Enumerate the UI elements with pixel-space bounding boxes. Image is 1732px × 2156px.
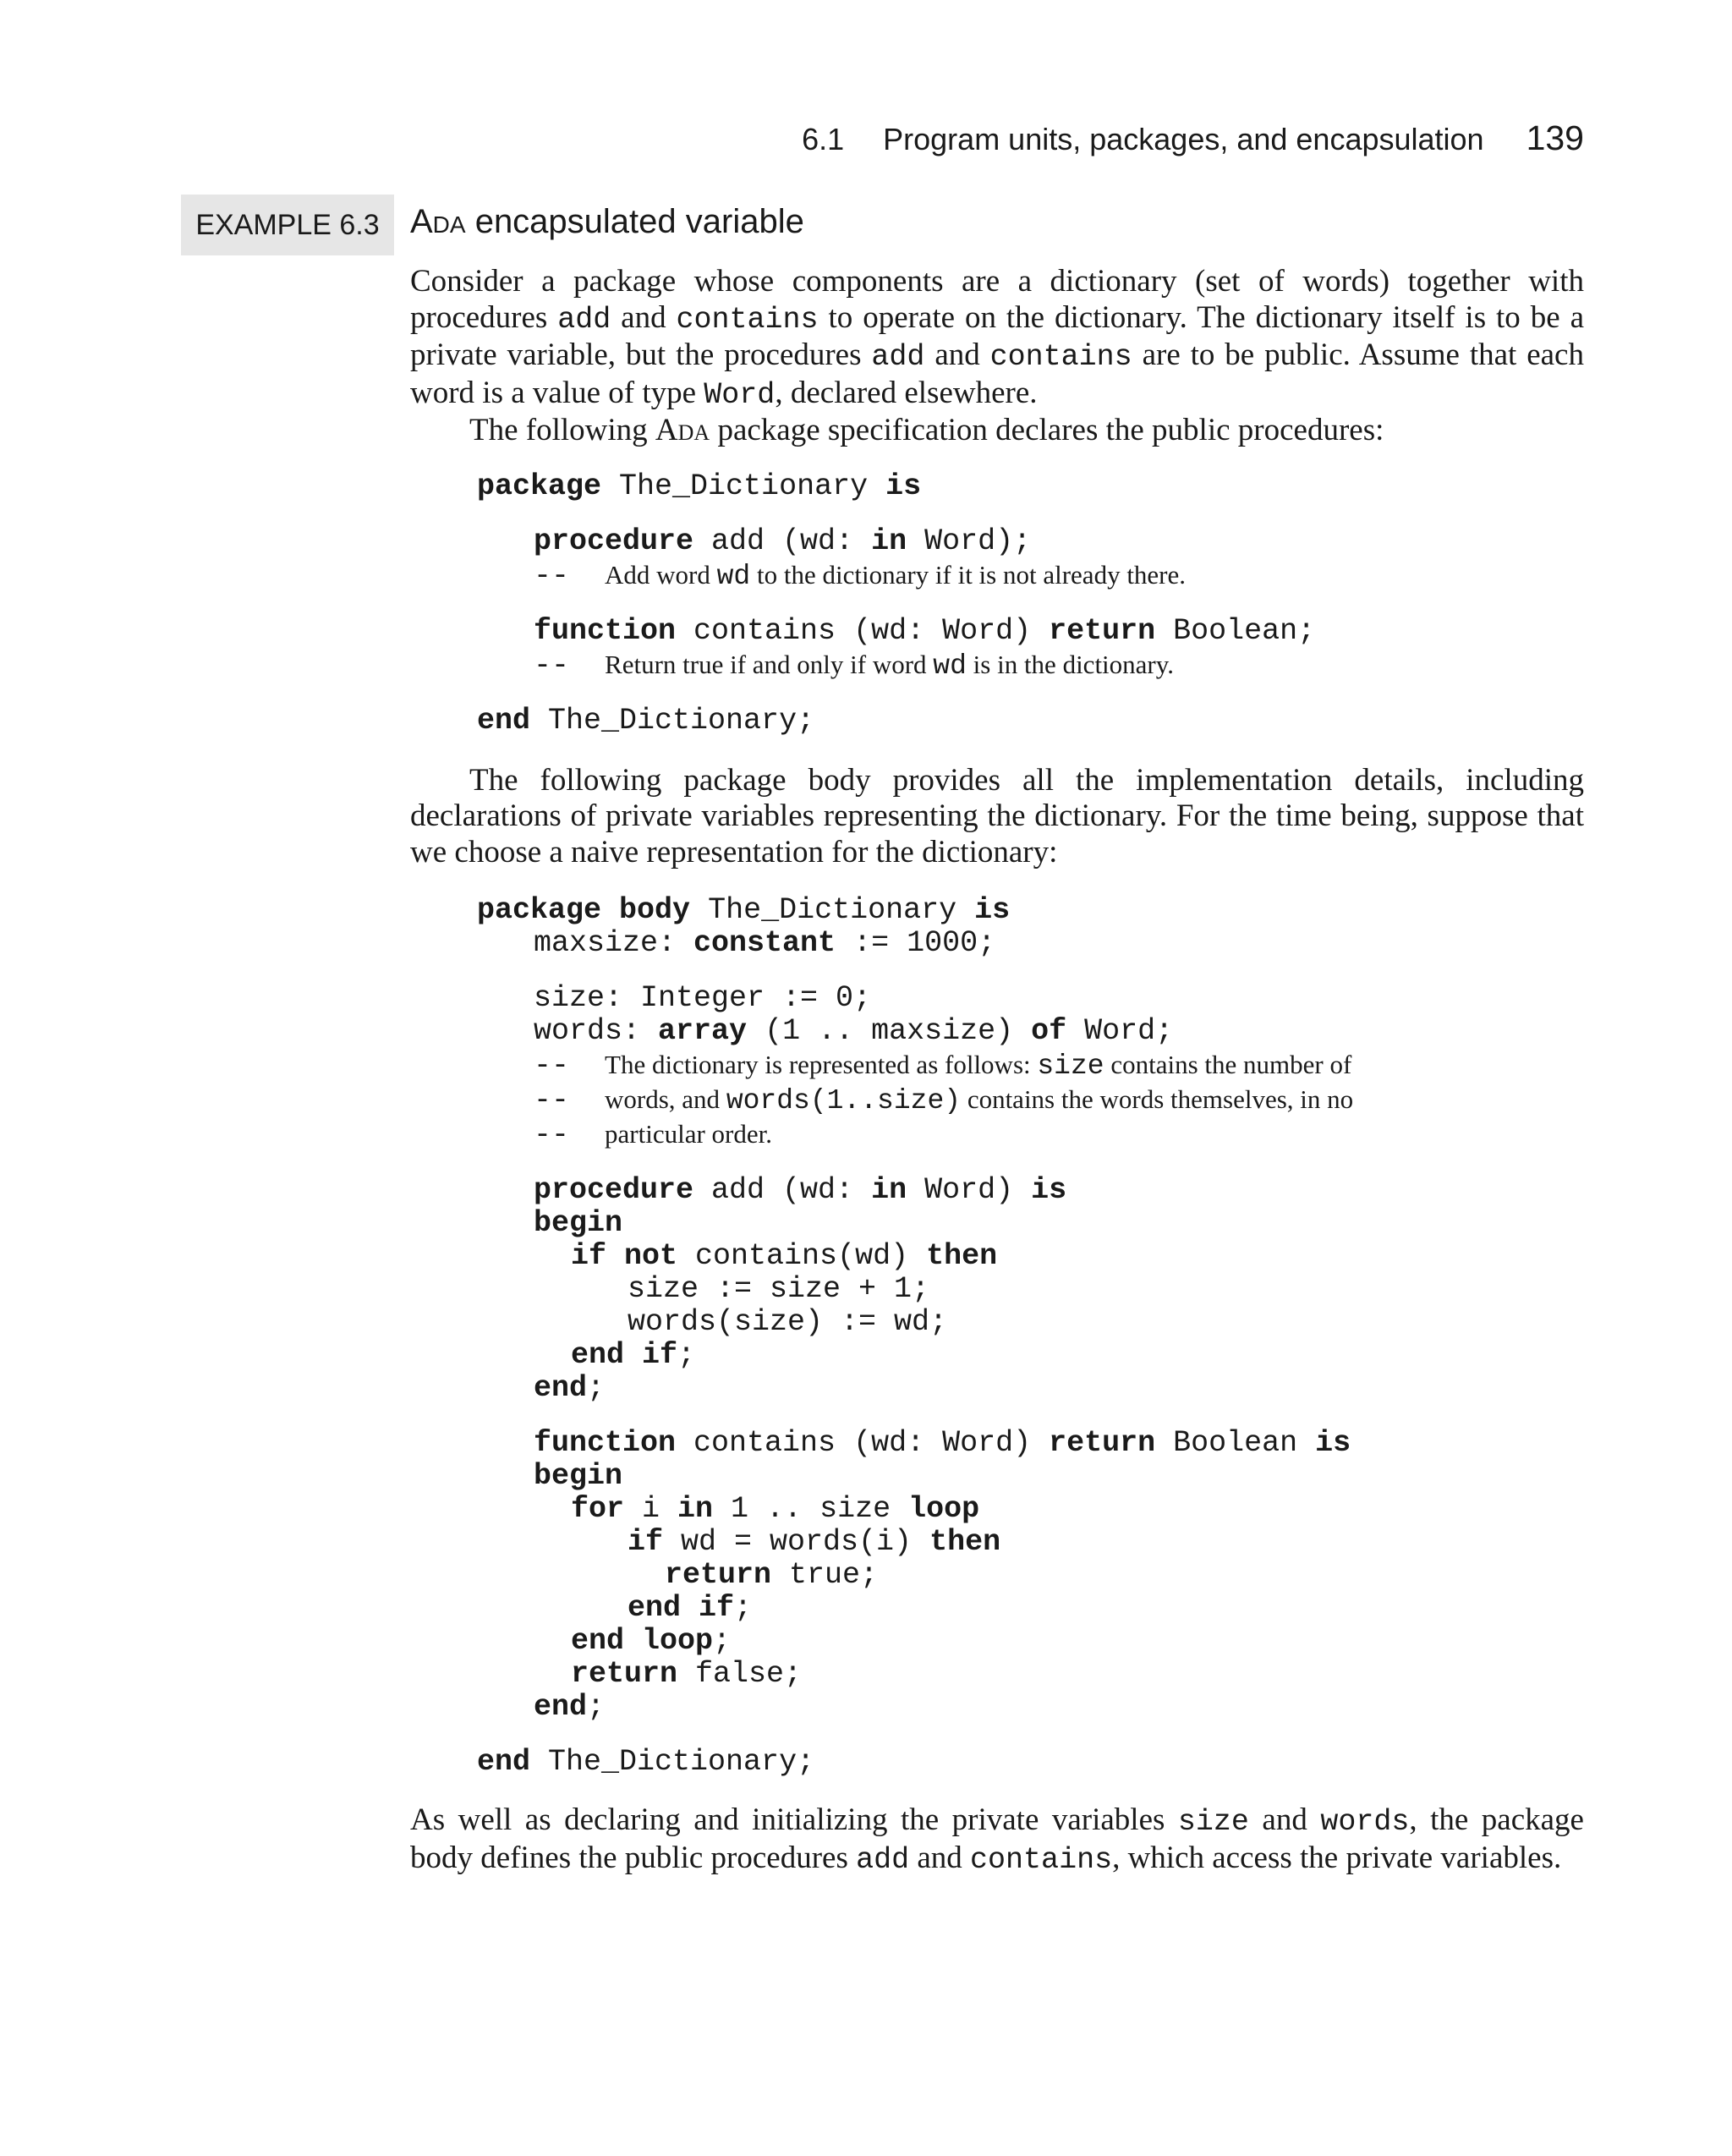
code-comment: -- The dictionary is represented as follows: size contains the number of <box>534 1049 1352 1083</box>
section-title: Program units, packages, and encapsulation <box>883 122 1484 156</box>
text: and <box>611 299 677 335</box>
inline-code: add <box>557 302 611 337</box>
ada-smallcaps: Ada <box>655 413 710 447</box>
example-title-rest: encapsulated variable <box>465 203 804 240</box>
code-line: end loop; <box>571 1624 732 1658</box>
text: to operate on the dictionary. The dictionary itself is to be a private variable, but the procedures <box>410 299 1584 372</box>
inline-code: contains <box>970 1842 1113 1877</box>
inline-code: Word <box>704 377 776 412</box>
text: and <box>924 337 990 372</box>
text: package specification declares the public procedures: <box>710 413 1384 447</box>
text: As well as declaring and initializing the private variables <box>410 1802 1178 1837</box>
page-number: 139 <box>1526 118 1584 157</box>
code-line: maxsize: constant := 1000; <box>534 926 996 960</box>
code-line: size := size + 1; <box>628 1272 930 1306</box>
code-line: words: array (1 .. maxsize) of Word; <box>534 1014 1174 1048</box>
code-comment: -- particular order. <box>534 1118 772 1152</box>
running-header <box>0 118 1584 158</box>
inline-code: add <box>856 1842 910 1877</box>
code-line: return false; <box>571 1657 803 1691</box>
code-line: end; <box>534 1371 606 1405</box>
code-line: end The_Dictionary; <box>477 703 815 738</box>
code-line: function contains (wd: Word) return Boolean is <box>534 1426 1351 1460</box>
text: and <box>1248 1802 1321 1837</box>
example-title <box>410 203 804 241</box>
code-comment: -- words, and words(1..size) contains the words themselves, in no <box>534 1083 1354 1117</box>
inline-code: words <box>1320 1805 1410 1839</box>
code-line: return true; <box>665 1558 879 1592</box>
code-package-body <box>477 894 1584 1779</box>
inline-code: add <box>871 340 925 374</box>
ada-smallcaps: Ada <box>410 203 466 240</box>
code-line: package body The_Dictionary is <box>477 893 1011 927</box>
text: Consider a package whose components are a dictionary (set of words) together with procedures <box>410 264 1584 335</box>
text: are to be public. Assume that each word is a value of type <box>410 337 1584 410</box>
paragraph-body-intro: The following package body provides all the implementation details, including declarations of private variables representing the dictionary. For the time being, suppose that we choose a naive representation for the dictionary: <box>410 762 1584 870</box>
code-line: words(size) := wd; <box>628 1305 948 1339</box>
code-line: if not contains(wd) then <box>571 1239 998 1273</box>
paragraph-conclusion <box>410 1802 1584 1878</box>
code-package-spec <box>477 470 1584 738</box>
code-line: begin <box>534 1459 623 1493</box>
code-line: procedure add (wd: in Word) is <box>534 1173 1067 1207</box>
text: The following <box>469 413 655 447</box>
code-line: procedure add (wd: in Word); <box>534 524 1032 558</box>
code-line: size: Integer := 0; <box>534 981 872 1015</box>
text: , which access the private variables. <box>1112 1840 1562 1875</box>
section-number: 6.1 <box>802 122 845 156</box>
inline-code: contains <box>676 302 819 337</box>
paragraph-spec-intro <box>410 413 1584 449</box>
code-line: package The_Dictionary is <box>477 469 922 503</box>
code-line: end if; <box>571 1338 696 1372</box>
example-label: EXAMPLE 6.3 <box>181 195 394 255</box>
code-line: end if; <box>628 1591 753 1625</box>
text: , declared elsewhere. <box>775 375 1038 410</box>
inline-code: contains <box>989 340 1132 374</box>
page-body <box>410 264 1584 1878</box>
inline-code: size <box>1177 1805 1249 1839</box>
paragraph-intro <box>410 264 1584 413</box>
code-line: end The_Dictionary; <box>477 1745 815 1779</box>
code-line: if wd = words(i) then <box>628 1525 1001 1559</box>
code-line: end; <box>534 1690 606 1724</box>
text: , the package body defines the public procedures <box>410 1802 1584 1875</box>
code-comment: -- Return true if and only if word wd is in the dictionary. <box>534 648 1174 683</box>
code-line: for i in 1 .. size loop <box>571 1492 980 1526</box>
code-line: begin <box>534 1206 623 1240</box>
code-comment: -- Add word wd to the dictionary if it is not already there. <box>534 558 1187 593</box>
text: and <box>909 1840 971 1875</box>
code-line: function contains (wd: Word) return Boolean; <box>534 613 1316 648</box>
